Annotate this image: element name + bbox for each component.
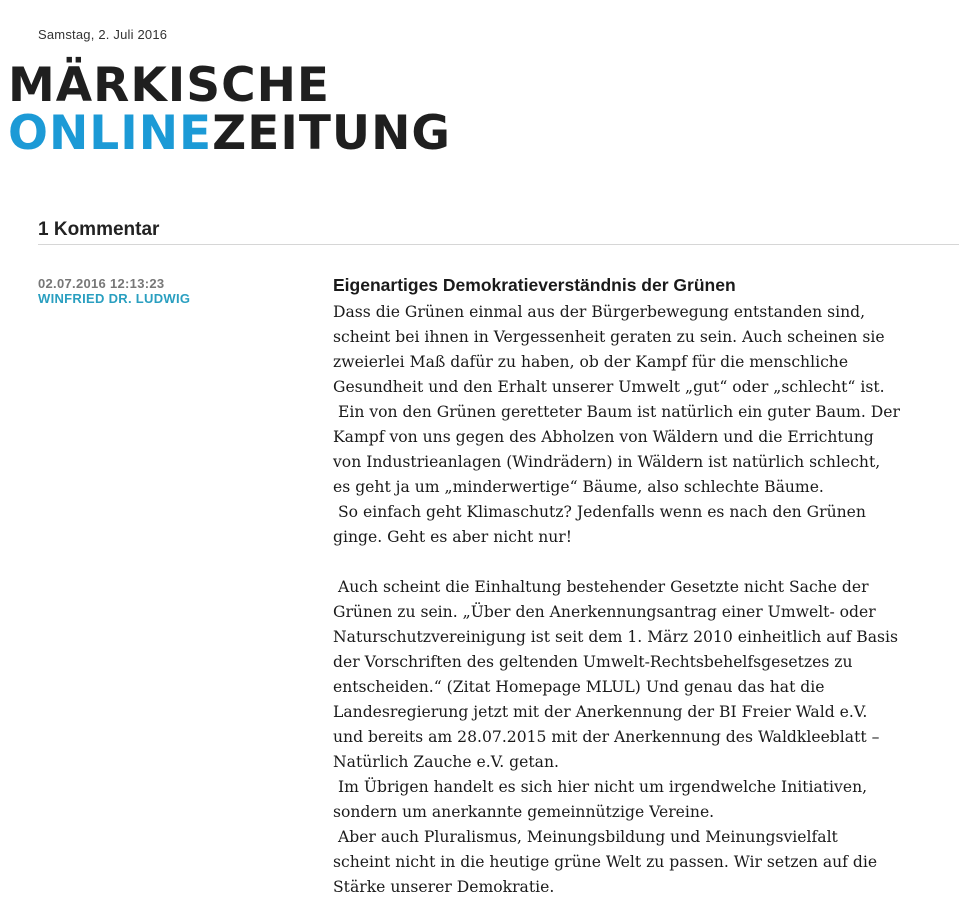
site-logo[interactable]: [8, 58, 451, 161]
comment-body: [333, 300, 955, 900]
logo-line-2: [8, 106, 451, 161]
comment-body-line: von Industrieanlagen (Windrädern) in Wäldern ist natürlich schlecht,: [333, 453, 881, 471]
comment-body-line: Dass die Grünen einmal aus der Bürgerbewegung entstanden sind,: [333, 303, 866, 321]
comment-body-line: Naturschutzvereinigung ist seit dem 1. März 2010 einheitlich auf Basis: [333, 628, 899, 646]
comment-body-line: und bereits am 28.07.2015 mit der Anerkennung des Waldkleeblatt –: [333, 728, 880, 746]
comment-body-line: Im Übrigen handelt es sich hier nicht um irgendwelche Initiativen,: [333, 778, 868, 796]
header-divider: [38, 244, 959, 245]
comment-body-line: Kampf von uns gegen des Abholzen von Wäldern und die Errichtung: [333, 428, 874, 446]
comment-body-line: Grünen zu sein. „Über den Anerkennungsantrag einer Umwelt- oder: [333, 603, 876, 621]
comment-body-line: scheint nicht in die heutige grüne Welt zu passen. Wir setzen auf die: [333, 853, 878, 871]
comment-body-line: Stärke unserer Demokratie.: [333, 878, 555, 896]
comments-header: 1 Kommentar: [38, 219, 160, 240]
comment-body-line: sondern um anerkannte gemeinnützige Vereine.: [333, 803, 715, 821]
logo-online-text: ONLINE: [8, 106, 213, 161]
logo-zeitung-text: ZEITUNG: [212, 106, 451, 161]
comment-author-link[interactable]: WINFRIED DR. LUDWIG: [38, 291, 191, 306]
comment-title: Eigenartiges Demokratieverständnis der Grünen: [333, 275, 736, 295]
comment-body-line: zweierlei Maß dafür zu haben, ob der Kampf für die menschliche: [333, 353, 849, 371]
comment-timestamp: 02.07.2016 12:13:23: [38, 276, 165, 291]
comment-body-line: Natürlich Zauche e.V. getan.: [333, 753, 559, 771]
logo-line-1: MÄRKISCHE: [8, 58, 331, 113]
comment-body-line: der Vorschriften des geltenden Umwelt-Rechtsbehelfsgesetzes zu: [333, 653, 853, 671]
comment-body-line: es geht ja um „minderwertige“ Bäume, also schlechte Bäume.: [333, 478, 824, 496]
comment-body-line: Aber auch Pluralismus, Meinungsbildung und Meinungsvielfalt: [333, 828, 838, 846]
comment-body-line: scheint bei ihnen in Vergessenheit geraten zu sein. Auch scheinen sie: [333, 328, 885, 346]
comment-body-line: Gesundheit und den Erhalt unserer Umwelt „gut“ oder „schlecht“ ist.: [333, 378, 885, 396]
date-line: Samstag, 2. Juli 2016: [38, 27, 168, 42]
comment-body-line: ginge. Geht es aber nicht nur!: [333, 528, 573, 546]
comment-body-line: Landesregierung jetzt mit der Anerkennung der BI Freier Wald e.V.: [333, 703, 868, 721]
comment-body-line: So einfach geht Klimaschutz? Jedenfalls wenn es nach den Grünen: [333, 503, 866, 521]
comment-body-line: [333, 550, 955, 575]
comment-body-line: Auch scheint die Einhaltung bestehender Gesetzte nicht Sache der: [333, 578, 869, 596]
comment-body-line: entscheiden.“ (Zitat Homepage MLUL) Und genau das hat die: [333, 678, 825, 696]
comment-body-line: Ein von den Grünen geretteter Baum ist natürlich ein guter Baum. Der: [333, 403, 900, 421]
